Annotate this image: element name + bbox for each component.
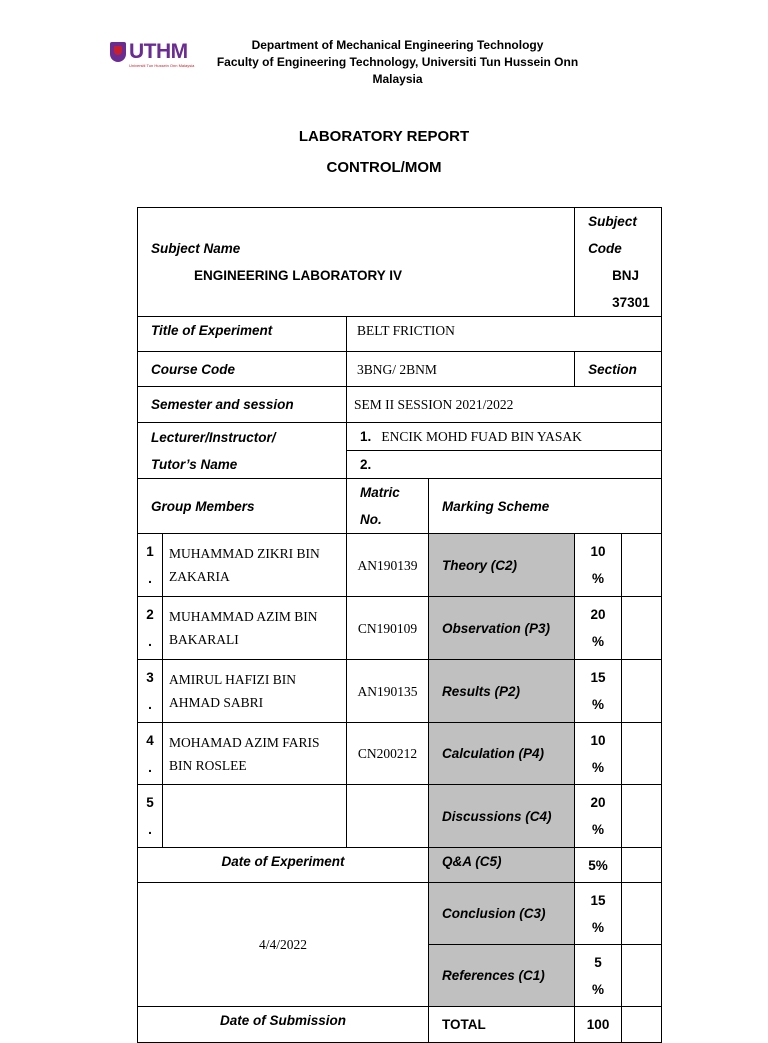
matric-header-cell xyxy=(347,479,429,534)
scheme-percent: 5% xyxy=(575,848,622,883)
scheme-label: Discussions (C4) xyxy=(429,785,575,848)
member-name xyxy=(163,785,347,848)
department-line: Department of Mechanical Engineering Technology xyxy=(251,38,544,52)
scheme-mark-cell[interactable] xyxy=(622,660,662,723)
member-matric: CN200212 xyxy=(347,723,429,785)
total-value: 100 xyxy=(575,1007,622,1043)
scheme-mark-cell[interactable] xyxy=(622,597,662,660)
report-title: LABORATORY REPORT xyxy=(298,128,470,145)
subject-code-cell xyxy=(575,208,662,317)
scheme-mark-cell[interactable] xyxy=(622,848,662,883)
table-row xyxy=(138,660,662,723)
scheme-mark-cell[interactable] xyxy=(622,785,662,848)
matric-label-line-2: No. xyxy=(360,512,382,527)
logo-subtext: Universiti Tun Hussein Onn Malaysia xyxy=(129,63,195,68)
scheme-percent: 15 % xyxy=(575,883,622,945)
member-name: AMIRUL HAFIZI BIN AHMAD SABRI xyxy=(163,660,347,723)
report-cover-table xyxy=(137,207,662,1043)
group-members-label: Group Members xyxy=(138,479,347,534)
lecturer-label-line-1: Lecturer/Instructor/ xyxy=(151,429,276,445)
subject-name-cell xyxy=(138,208,575,317)
member-number: 5 . xyxy=(138,785,163,848)
report-subtitle: CONTROL/MOM xyxy=(326,159,442,176)
scheme-label: Conclusion (C3) xyxy=(429,883,575,945)
marking-scheme-label: Marking Scheme xyxy=(429,479,662,534)
logo-wordmark: UTHM xyxy=(129,40,188,63)
lecturer-label-cell xyxy=(138,423,347,479)
table-row xyxy=(138,723,662,785)
subject-name-value: ENGINEERING LABORATORY IV xyxy=(194,268,403,283)
date-of-submission-label: Date of Submission xyxy=(138,1007,429,1043)
subject-row xyxy=(138,208,662,317)
experiment-title-row xyxy=(138,317,662,352)
faculty-line: Faculty of Engineering Technology, Universiti Tun Hussein Onn xyxy=(216,55,579,69)
lecturer-row-1 xyxy=(138,423,662,451)
scheme-percent: 10 % xyxy=(575,723,622,785)
scheme-label: References (C1) xyxy=(429,945,575,1007)
lecturer-2-number: 2. xyxy=(360,457,372,472)
table-row xyxy=(138,534,662,597)
lecturer-label-line-2: Tutor’s Name xyxy=(151,456,238,472)
course-code-row xyxy=(138,352,662,387)
member-name: MOHAMAD AZIM FARIS BIN ROSLEE xyxy=(163,723,347,785)
course-code-label: Course Code xyxy=(138,352,347,387)
uthm-crest-icon xyxy=(110,42,126,62)
scheme-label: Theory (C2) xyxy=(429,534,575,597)
total-label: TOTAL xyxy=(429,1007,575,1043)
scheme-label: Observation (P3) xyxy=(429,597,575,660)
experiment-title-value: BELT FRICTION xyxy=(347,317,662,352)
scheme-percent: 10 % xyxy=(575,534,622,597)
matric-label-line-1: Matric xyxy=(360,485,400,500)
date-of-experiment-value: 4/4/2022 xyxy=(138,883,429,1007)
submission-row xyxy=(138,1007,662,1043)
section-label: Section xyxy=(575,352,662,387)
semester-row xyxy=(138,387,662,423)
scheme-percent: 20 % xyxy=(575,785,622,848)
member-matric: AN190139 xyxy=(347,534,429,597)
scheme-percent: 5 % xyxy=(575,945,622,1007)
scheme-label: Q&A (C5) xyxy=(429,848,575,883)
table-row xyxy=(138,785,662,848)
member-number: 2 . xyxy=(138,597,163,660)
member-name: MUHAMMAD ZIKRI BIN ZAKARIA xyxy=(163,534,347,597)
conclusion-row xyxy=(138,883,662,945)
member-number: 1 . xyxy=(138,534,163,597)
scheme-mark-cell[interactable] xyxy=(622,883,662,945)
scheme-mark-cell[interactable] xyxy=(622,945,662,1007)
scheme-mark-cell[interactable] xyxy=(622,534,662,597)
member-matric: AN190135 xyxy=(347,660,429,723)
semester-value: SEM II SESSION 2021/2022 xyxy=(347,387,662,423)
lecturer-1-number: 1. xyxy=(360,429,372,444)
lecturer-1-name: ENCIK MOHD FUAD BIN YASAK xyxy=(381,429,582,444)
member-number: 4 . xyxy=(138,723,163,785)
country-line: Malaysia xyxy=(372,72,423,86)
member-matric: CN190109 xyxy=(347,597,429,660)
scheme-label: Calculation (P4) xyxy=(429,723,575,785)
scheme-percent: 20 % xyxy=(575,597,622,660)
lecturer-2-cell xyxy=(347,451,662,479)
group-header-row xyxy=(138,479,662,534)
member-name: MUHAMMAD AZIM BIN BAKARALI xyxy=(163,597,347,660)
member-number: 3 . xyxy=(138,660,163,723)
total-mark-cell[interactable] xyxy=(622,1007,662,1043)
subject-code-value: BNJ 37301 xyxy=(612,268,650,310)
lecturer-1-cell xyxy=(347,423,662,451)
subject-code-label: Subject Code xyxy=(588,214,637,256)
date-experiment-row xyxy=(138,848,662,883)
date-of-experiment-label: Date of Experiment xyxy=(138,848,429,883)
table-row xyxy=(138,597,662,660)
scheme-mark-cell[interactable] xyxy=(622,723,662,785)
member-matric xyxy=(347,785,429,848)
course-code-value: 3BNG/ 2BNM xyxy=(347,352,575,387)
experiment-title-label: Title of Experiment xyxy=(138,317,347,352)
scheme-percent: 15 % xyxy=(575,660,622,723)
subject-name-label: Subject Name xyxy=(151,241,241,256)
semester-label: Semester and session xyxy=(138,387,347,423)
scheme-label: Results (P2) xyxy=(429,660,575,723)
uthm-logo xyxy=(110,40,200,70)
